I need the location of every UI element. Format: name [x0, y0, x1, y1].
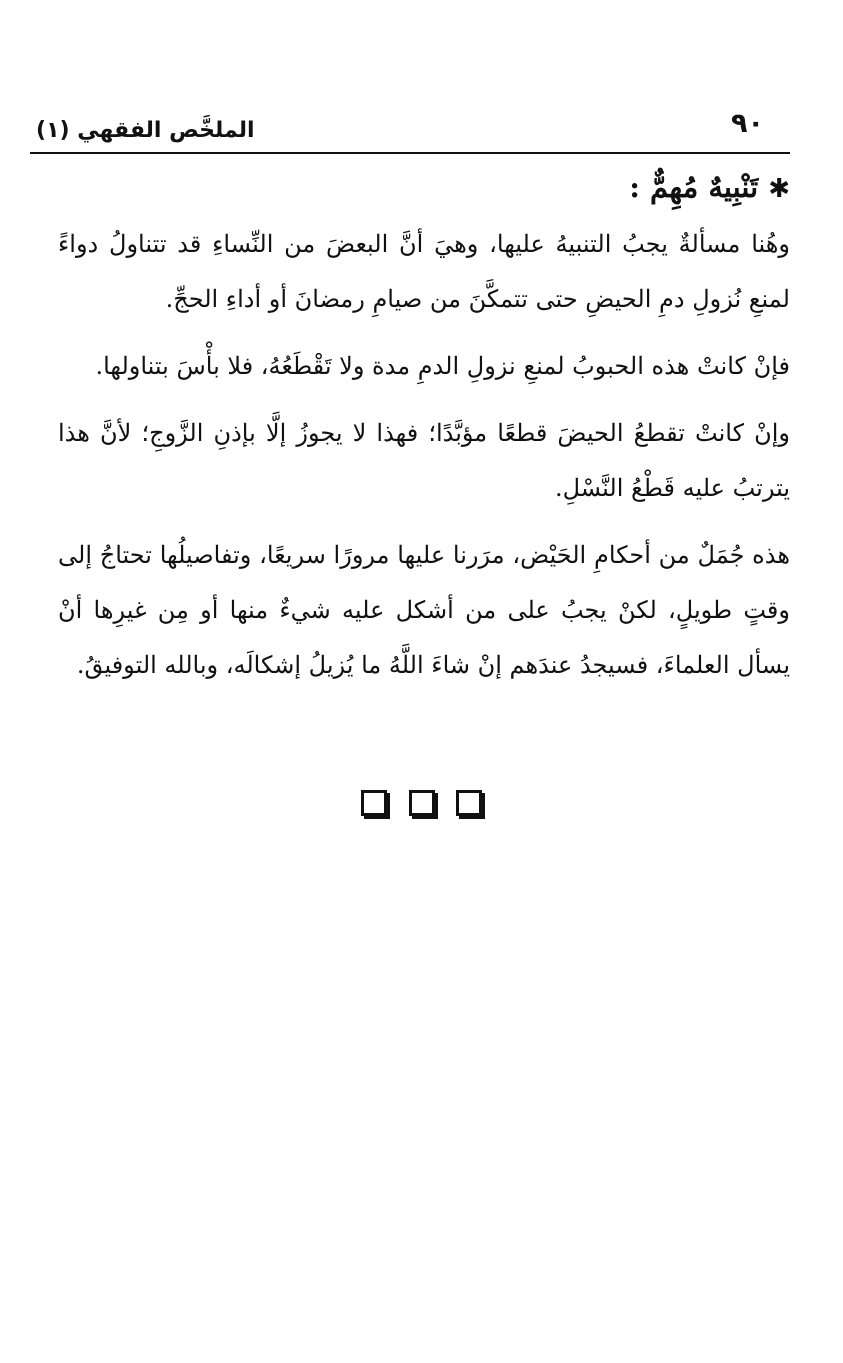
- star-bullet-icon: ✱: [768, 174, 790, 204]
- square-ornament-icon: [361, 790, 387, 816]
- paragraph-1: وهُنا مسألةٌ يجبُ التنبيهُ عليها، وهيَ أنَّ البعضَ من النِّساءِ قد تتناولُ دواءً لمنعِ نُزولِ دمِ الحيضِ حتى تتمكَّنَ من صيامِ رمضانَ أو أداءِ الحجِّ.: [58, 230, 790, 313]
- square-ornament-icon: [409, 790, 435, 816]
- page-body: [58, 165, 790, 705]
- paragraph-4: هذه جُمَلٌ من أحكامِ الحَيْض، مرَرنا عليها مرورًا سريعًا، وتفاصيلُها تحتاجُ إلى وقتٍ طويلٍ، لكنْ يجبُ على من أشكل عليه شيءٌ منها أو مِن غيرِها أنْ يسأل العلماءَ، فسيجدُ عندَهم إنْ شاءَ اللَّهُ ما يُزيلُ إشكالَه، وبالله التوفيقُ.: [58, 541, 790, 679]
- section-heading-text: تَنْبِيهٌ مُهِمٌّ :: [629, 170, 759, 204]
- book-title: الملخَّص الفقهي (١): [36, 118, 255, 143]
- square-ornament-icon: [456, 790, 482, 816]
- paragraph-2: فإنْ كانتْ هذه الحبوبُ لمنعِ نزولِ الدمِ مدة ولا تَقْطَعُهُ، فلا بأْسَ بتناولها.: [95, 352, 790, 380]
- section-heading: [58, 165, 790, 211]
- section-end-ornament: [0, 790, 843, 820]
- paragraph-3: وإنْ كانتْ تقطعُ الحيضَ قطعًا مؤبَّدًا؛ فهذا لا يجوزُ إلَّا بإذنِ الزَّوجِ؛ لأنَّ هذا يترتبُ عليه قَطْعُ النَّسْلِ.: [58, 419, 791, 502]
- page-number: ٩٠: [731, 108, 764, 139]
- page-header: [30, 108, 790, 154]
